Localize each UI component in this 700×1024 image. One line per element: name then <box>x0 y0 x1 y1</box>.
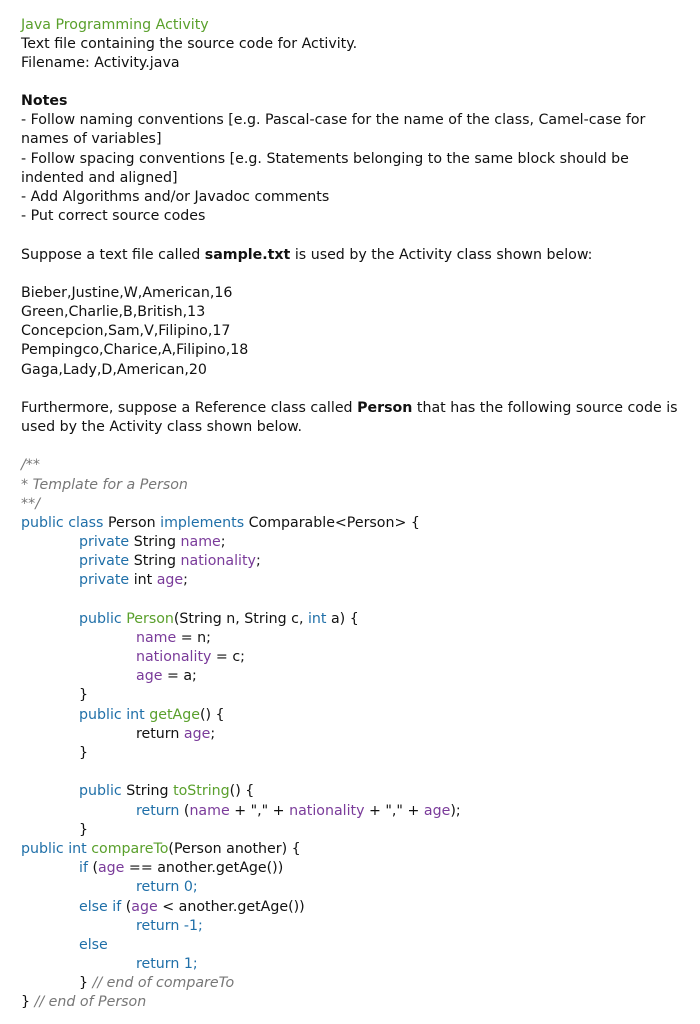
document-title: Java Programming Activity <box>21 17 209 33</box>
code-brace: } <box>79 687 89 703</box>
code-statement: return 1; <box>136 956 198 972</box>
filename-line: Filename: Activity.java <box>21 55 180 71</box>
sample-row: Pempingco,Charice,A,Filipino,18 <box>21 342 249 358</box>
code-statement: else if (age < another.getAge()) <box>79 899 305 915</box>
code-class-declaration: public class Person implements Comparable<Person> { <box>21 515 420 531</box>
code-brace: } <box>79 822 89 838</box>
code-statement: return (name + "," + nationality + "," + age); <box>136 803 461 819</box>
code-field: private String nationality; <box>79 553 261 569</box>
code-comment: **/ <box>21 496 40 512</box>
code-method-tostring: public String toString() { <box>79 783 255 799</box>
notes-heading: Notes <box>21 93 68 109</box>
notes-item: - Add Algorithms and/or Javadoc comments <box>21 189 330 205</box>
code-statement: return age; <box>136 726 216 742</box>
code-method-getage: public int getAge() { <box>79 707 225 723</box>
code-statement: else <box>79 937 108 953</box>
sample-row: Concepcion,Sam,V,Filipino,17 <box>21 323 231 339</box>
reference-line: used by the Activity class shown below. <box>21 419 302 435</box>
code-statement: age = a; <box>136 668 197 684</box>
code-statement: return 0; <box>136 879 198 895</box>
code-field: private String name; <box>79 534 226 550</box>
code-end-compareto: } // end of compareTo <box>79 975 235 991</box>
code-brace: } <box>79 745 89 761</box>
code-constructor: public Person(String n, String c, int a) { <box>79 611 359 627</box>
code-method-compareto: public int compareTo(Person another) { <box>21 841 301 857</box>
notes-item: - Follow spacing conventions [e.g. Statements belonging to the same block should be <box>21 151 629 167</box>
code-statement: return -1; <box>136 918 203 934</box>
code-statement: nationality = c; <box>136 649 245 665</box>
notes-item: names of variables] <box>21 131 162 147</box>
code-end-person: } // end of Person <box>21 994 147 1010</box>
code-comment: /** <box>21 457 40 473</box>
document-subtitle: Text file containing the source code for Activity. <box>21 36 358 52</box>
code-comment: * Template for a Person <box>21 477 188 493</box>
reference-class-name: Person <box>357 400 413 416</box>
sample-row: Gaga,Lady,D,American,20 <box>21 362 207 378</box>
code-field: private int age; <box>79 572 188 588</box>
notes-item: - Put correct source codes <box>21 208 206 224</box>
sample-filename: sample.txt <box>204 247 291 263</box>
notes-item: indented and aligned] <box>21 170 178 186</box>
reference-line: Furthermore, suppose a Reference class called Person that has the following source code is <box>21 400 678 416</box>
sample-intro: Suppose a text file called sample.txt is used by the Activity class shown below: <box>21 247 593 263</box>
sample-row: Bieber,Justine,W,American,16 <box>21 285 233 301</box>
notes-item: - Follow naming conventions [e.g. Pascal-case for the name of the class, Camel-case for <box>21 112 646 128</box>
code-statement: if (age == another.getAge()) <box>79 860 284 876</box>
code-statement: name = n; <box>136 630 211 646</box>
sample-row: Green,Charlie,B,British,13 <box>21 304 206 320</box>
